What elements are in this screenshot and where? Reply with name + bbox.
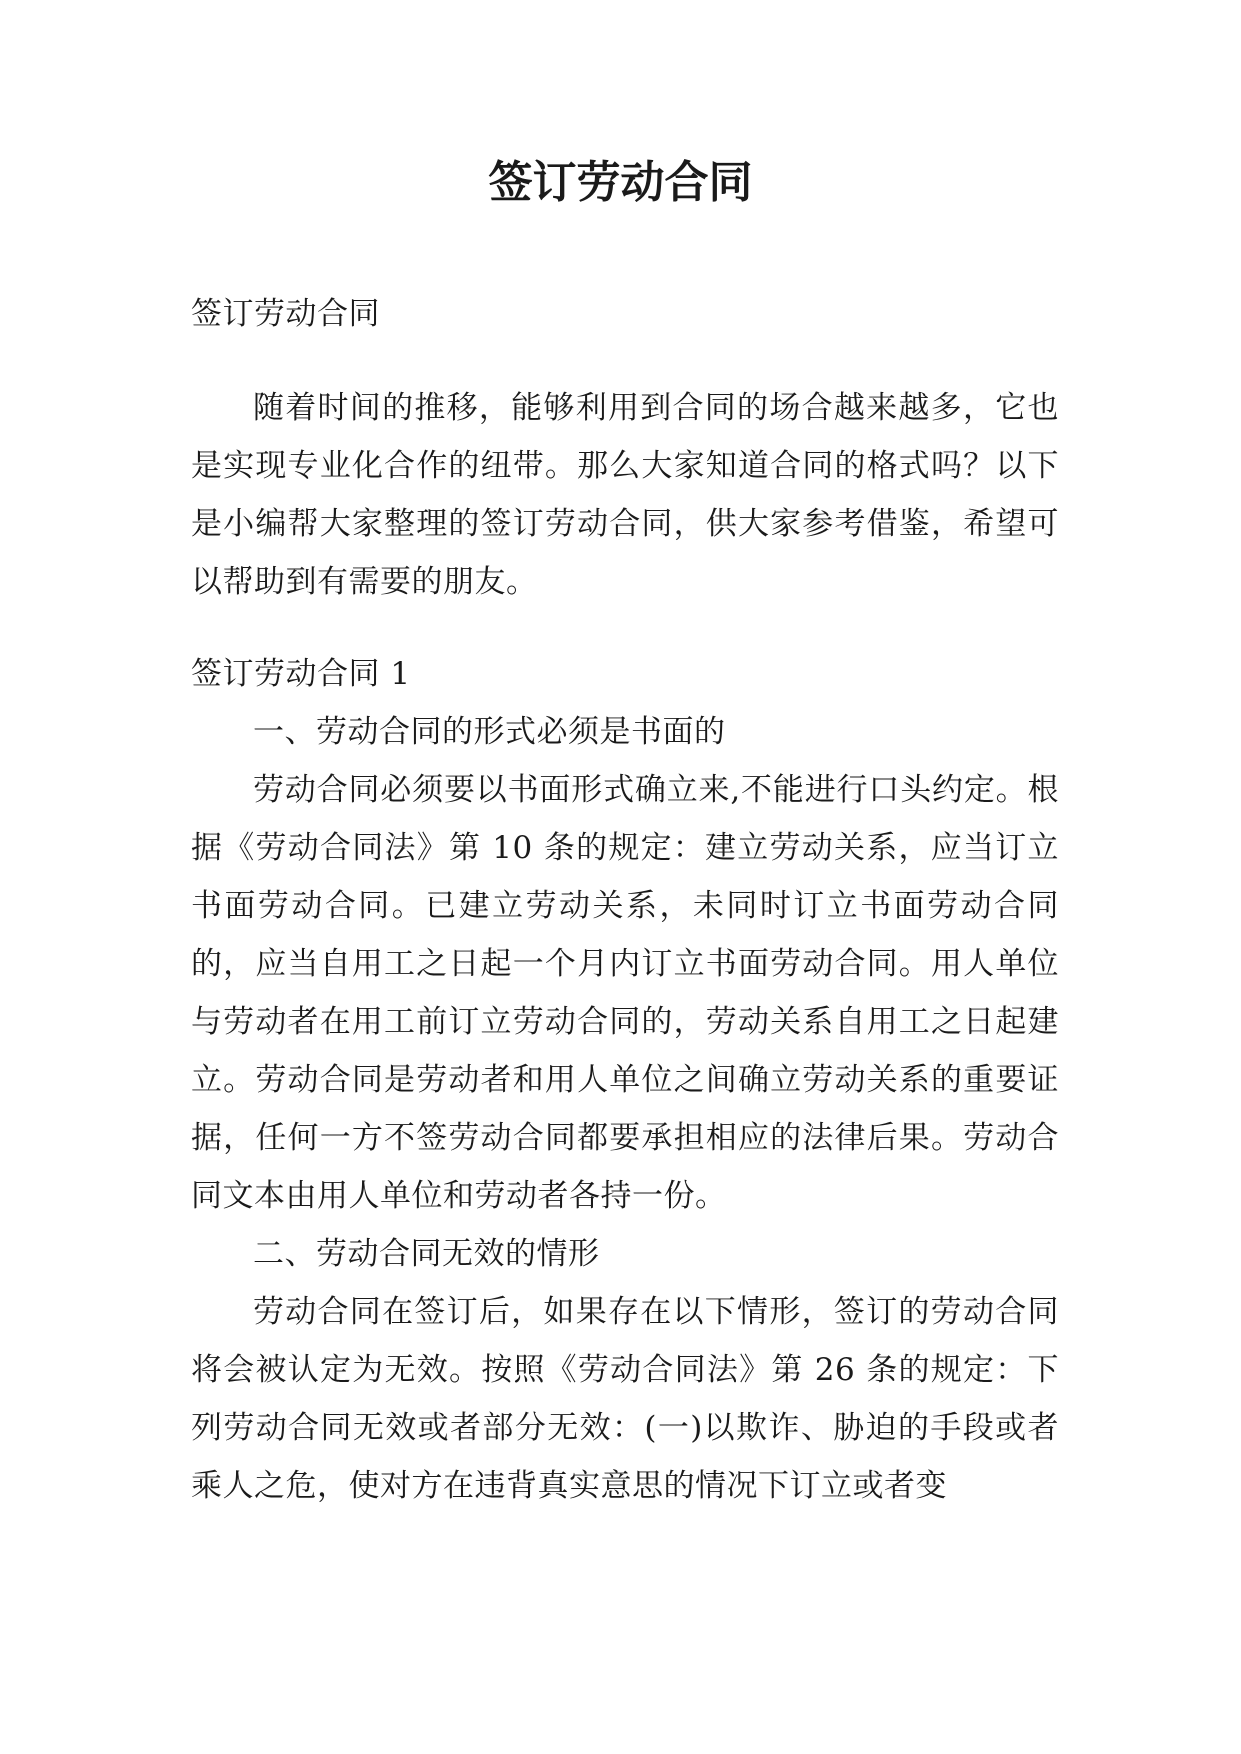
intro-paragraph: 随着时间的推移，能够利用到合同的场合越来越多，它也是实现专业化合作的纽带。那么大家知道合同的格式吗？以下是小编帮大家整理的签订劳动合同，供大家参考借鉴，希望可以帮助到有需要的朋友。 — [191, 390, 1059, 600]
section-heading-1: 一、劳动合同的形式必须是书面的 — [253, 714, 726, 750]
document-subtitle: 签订劳动合同 — [191, 296, 380, 332]
document-title: 签订劳动合同 — [488, 157, 753, 208]
document-body — [191, 285, 1059, 1515]
section-title: 签订劳动合同 1 — [191, 656, 411, 692]
body-paragraph-2: 劳动合同在签订后，如果存在以下情形，签订的劳动合同将会被认定为无效。按照《劳动合同法》第 26 条的规定：下列劳动合同无效或者部分无效：(一)以欺诈、胁迫的手段或者乘人之危，使对方在违背真实意思的情况下订立或者变 — [191, 1294, 1059, 1504]
section-heading-2: 二、劳动合同无效的情形 — [253, 1236, 600, 1272]
body-paragraph-1: 劳动合同必须要以书面形式确立来,不能进行口头约定。根据《劳动合同法》第 10 条的规定：建立劳动关系，应当订立书面劳动合同。已建立劳动关系，未同时订立书面劳动合同的，应当自用工之日起一个月内订立书面劳动合同。用人单位与劳动者在用工前订立劳动合同的，劳动关系自用工之日起建立。劳动合同是劳动者和用人单位之间确立劳动关系的重要证据，任何一方不签劳动合同都要承担相应的法律后果。劳动合同文本由用人单位和劳动者各持一份。 — [191, 772, 1059, 1214]
